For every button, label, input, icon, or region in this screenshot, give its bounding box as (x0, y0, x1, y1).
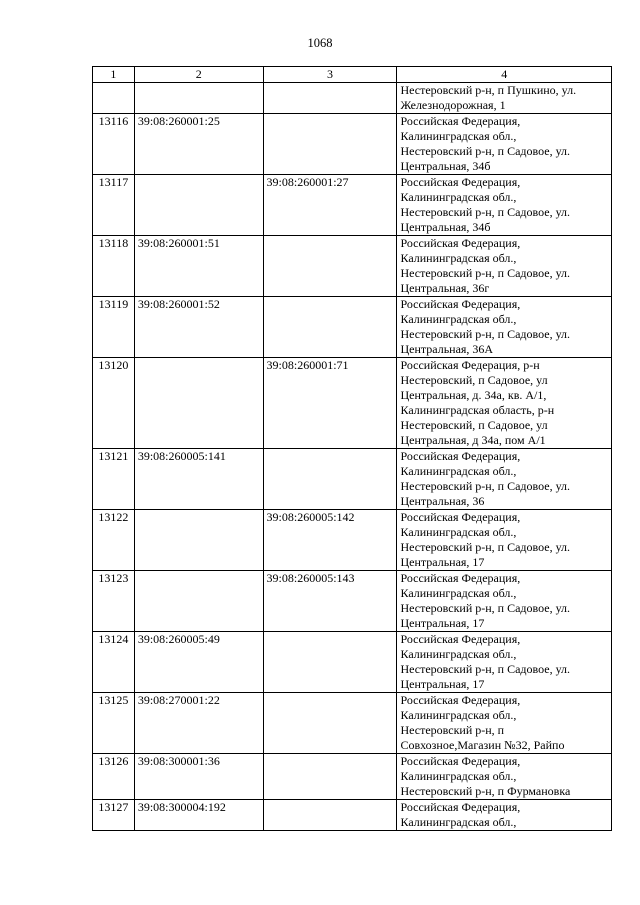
cadastral-number-col3 (263, 114, 397, 175)
table-row (93, 449, 612, 510)
address-cell (397, 449, 612, 510)
address-line: Совхозное,Магазин №32, Райпо (400, 738, 565, 752)
address-cell (397, 236, 612, 297)
address-line: Нестеровский р-н, п Фурмановка (400, 784, 571, 798)
address-line: Нестеровский р-н, п Пушкино, ул. (400, 83, 577, 97)
address-line: Нестеровский р-н, п Садовое, ул. (400, 540, 571, 554)
row-number: 13116 (93, 114, 135, 175)
cadastral-number-col3 (263, 449, 397, 510)
address-cell (397, 297, 612, 358)
address-line: Калининградская обл., (400, 815, 517, 829)
table-row (93, 175, 612, 236)
address-line: Калининградская обл., (400, 525, 517, 539)
address-cell (397, 510, 612, 571)
header-col-1: 1 (93, 67, 135, 83)
address-line: Центральная, 36г (400, 281, 490, 295)
cadastral-number-col3 (263, 754, 397, 800)
table-row (93, 297, 612, 358)
address-line: Российская Федерация, (400, 510, 521, 524)
header-col-3: 3 (263, 67, 397, 83)
row-number: 13122 (93, 510, 135, 571)
table-row (93, 571, 612, 632)
cadastral-number-col3 (263, 236, 397, 297)
cadastral-number-col2: 39:08:260005:141 (134, 449, 263, 510)
cadastral-number-col3 (263, 800, 397, 831)
address-cell (397, 83, 612, 114)
address-line: Нестеровский р-н, п Садовое, ул. (400, 266, 571, 280)
address-line: Калининградская обл., (400, 129, 517, 143)
cadastral-number-col2 (134, 358, 263, 449)
address-line: Центральная, д 34а, пом А/1 (400, 433, 546, 447)
address-cell (397, 571, 612, 632)
header-row (93, 67, 612, 83)
table-row (93, 236, 612, 297)
address-line: Российская Федерация, (400, 297, 521, 311)
header-col-2: 2 (134, 67, 263, 83)
cadastral-number-col2 (134, 571, 263, 632)
row-number (93, 83, 135, 114)
address-cell (397, 175, 612, 236)
row-number: 13123 (93, 571, 135, 632)
cadastral-number-col3: 39:08:260001:71 (263, 358, 397, 449)
cadastral-number-col3: 39:08:260001:27 (263, 175, 397, 236)
cadastral-number-col2: 39:08:300004:192 (134, 800, 263, 831)
address-line: Калининградская обл., (400, 586, 517, 600)
table-row (93, 114, 612, 175)
address-line: Центральная, 17 (400, 555, 485, 569)
address-cell (397, 800, 612, 831)
address-line: Российская Федерация, (400, 571, 521, 585)
cadastral-number-col2: 39:08:270001:22 (134, 693, 263, 754)
table-row (93, 800, 612, 831)
address-line: Российская Федерация, (400, 449, 521, 463)
address-line: Калининградская обл., (400, 464, 517, 478)
address-line: Российская Федерация, (400, 632, 521, 646)
address-line: Нестеровский р-н, п Садовое, ул. (400, 662, 571, 676)
address-line: Калининградская обл., (400, 708, 517, 722)
table-row (93, 83, 612, 114)
address-line: Центральная, 34б (400, 159, 491, 173)
row-number: 13120 (93, 358, 135, 449)
table-row (93, 510, 612, 571)
address-line: Нестеровский р-н, п Садовое, ул. (400, 205, 571, 219)
row-number: 13118 (93, 236, 135, 297)
registry-table (92, 66, 612, 831)
row-number: 13127 (93, 800, 135, 831)
address-cell (397, 114, 612, 175)
cadastral-number-col2: 39:08:260005:49 (134, 632, 263, 693)
address-line: Нестеровский р-н, п Садовое, ул. (400, 327, 571, 341)
header-col-4: 4 (397, 67, 612, 83)
cadastral-number-col2: 39:08:260001:25 (134, 114, 263, 175)
address-line: Центральная, 17 (400, 677, 485, 691)
cadastral-number-col2: 39:08:260001:52 (134, 297, 263, 358)
address-cell (397, 693, 612, 754)
table-row (93, 754, 612, 800)
cadastral-number-col3 (263, 632, 397, 693)
cadastral-number-col2 (134, 83, 263, 114)
address-line: Нестеровский, п Садовое, ул (400, 373, 548, 387)
address-line: Российская Федерация, (400, 754, 521, 768)
cadastral-number-col3: 39:08:260005:143 (263, 571, 397, 632)
row-number: 13119 (93, 297, 135, 358)
row-number: 13124 (93, 632, 135, 693)
table-body (93, 83, 612, 831)
table-row (93, 358, 612, 449)
address-line: Калининградская обл., (400, 769, 517, 783)
address-line: Российская Федерация, (400, 236, 521, 250)
address-line: Нестеровский, п Садовое, ул (400, 418, 548, 432)
address-cell (397, 358, 612, 449)
cadastral-number-col3 (263, 693, 397, 754)
address-line: Калининградская обл., (400, 251, 517, 265)
table-row (93, 632, 612, 693)
address-line: Нестеровский р-н, п Садовое, ул. (400, 601, 571, 615)
address-line: Калининградская область, р-н (400, 403, 555, 417)
address-line: Российская Федерация, р-н (400, 358, 540, 372)
address-line: Центральная, 36А (400, 342, 494, 356)
address-line: Калининградская обл., (400, 647, 517, 661)
address-line: Центральная, 36 (400, 494, 485, 508)
row-number: 13125 (93, 693, 135, 754)
address-line: Центральная, д. 34а, кв. А/1, (400, 388, 547, 402)
address-line: Нестеровский р-н, п (400, 723, 505, 737)
cadastral-number-col3 (263, 83, 397, 114)
address-line: Калининградская обл., (400, 312, 517, 326)
row-number: 13117 (93, 175, 135, 236)
cadastral-number-col2 (134, 510, 263, 571)
cadastral-number-col3 (263, 297, 397, 358)
cadastral-number-col3: 39:08:260005:142 (263, 510, 397, 571)
cadastral-number-col2: 39:08:300001:36 (134, 754, 263, 800)
address-line: Нестеровский р-н, п Садовое, ул. (400, 144, 571, 158)
address-line: Калининградская обл., (400, 190, 517, 204)
address-line: Центральная, 17 (400, 616, 485, 630)
address-cell (397, 632, 612, 693)
address-line: Российская Федерация, (400, 114, 521, 128)
address-cell (397, 754, 612, 800)
table-row (93, 693, 612, 754)
cadastral-number-col2: 39:08:260001:51 (134, 236, 263, 297)
row-number: 13121 (93, 449, 135, 510)
page-number: 1068 (307, 36, 333, 50)
address-line: Российская Федерация, (400, 800, 521, 814)
address-line: Российская Федерация, (400, 175, 521, 189)
address-line: Железнодорожная, 1 (400, 98, 506, 112)
address-line: Российская Федерация, (400, 693, 521, 707)
address-line: Нестеровский р-н, п Садовое, ул. (400, 479, 571, 493)
row-number: 13126 (93, 754, 135, 800)
address-line: Центральная, 34б (400, 220, 491, 234)
cadastral-number-col2 (134, 175, 263, 236)
